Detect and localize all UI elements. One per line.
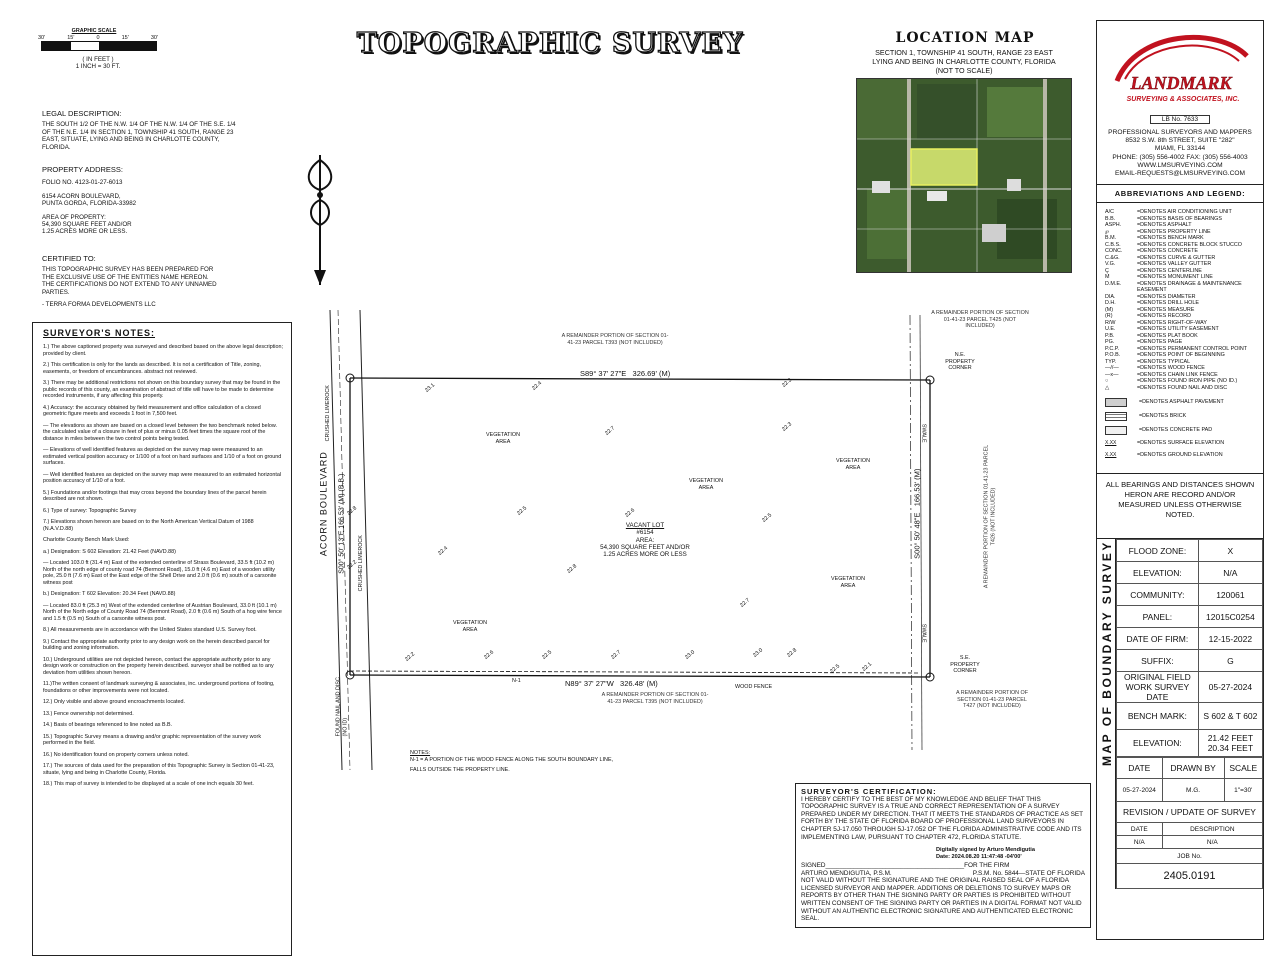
certification-heading: SURVEYOR'S CERTIFICATION: (801, 787, 937, 796)
info-value: S 602 & T 602 (1198, 703, 1262, 730)
company-line: PROFESSIONAL SURVEYORS AND MAPPERS (1108, 129, 1252, 136)
vegetation-area: VEGETATION AREA (831, 576, 865, 589)
legend-swatch-row (1105, 440, 1257, 447)
legend-abbr: △ (1105, 384, 1110, 391)
company-line: MIAMI, FL 33144 (1154, 145, 1206, 153)
legend-swatch (1105, 412, 1127, 421)
legend-abbr: PG. (1105, 339, 1115, 346)
legend-abbr: V.G. (1105, 261, 1116, 268)
legend-desc: =DENOTES MEASURE (1137, 306, 1195, 313)
note-item: — Well identified features as depicted on the survey map were measured to an estimated horizontal position accuracy of 1/10 of a foot. (43, 471, 282, 484)
note-item: 16.) No identification found on property corners unless noted. (43, 751, 189, 758)
legend-desc: =DENOTES PERMANENT CONTROL POINT (1137, 345, 1248, 352)
scale-tick: 15' (121, 34, 129, 41)
legend-abbr: D.H. (1105, 300, 1116, 307)
info-value: 21.42 FEET 20.34 FEET (1198, 730, 1262, 757)
legend-desc: =DENOTES CENTERLINE (1137, 267, 1202, 274)
vegetation-area: VEGETATION AREA (453, 620, 487, 633)
vertical-title-text: MAP OF BOUNDARY SURVEY (1100, 540, 1114, 767)
legend-desc: =DENOTES ASPHALT (1137, 222, 1192, 229)
legend-swatch-desc: =DENOTES SURFACE ELEVATION (1137, 440, 1225, 447)
graphic-scale (38, 28, 158, 70)
note-item: 1.) The above captioned property was surveyed and described based on the above legal description; provided by client. (43, 344, 283, 357)
company-line: EMAIL-REQUESTS@LMSURVEYING.COM (1114, 170, 1246, 178)
lot-area-label: AREA: (635, 536, 655, 544)
drawn-by-value: M.G. (1162, 779, 1224, 802)
surveyors-certification (795, 783, 1091, 928)
signer-row (801, 870, 1085, 878)
legend-desc: =DENOTES RECORD (1137, 313, 1192, 320)
address-line-1: 6154 ACORN BOULEVARD, (42, 192, 121, 200)
info-row (1117, 672, 1263, 703)
legend-swatch-desc: =DENOTES GROUND ELEVATION (1137, 452, 1223, 459)
legend-swatch (1105, 398, 1127, 407)
certified-to (42, 255, 222, 308)
spot-elevation: 23.0 (684, 649, 697, 661)
notes-heading: SURVEYOR'S NOTES: (43, 328, 155, 338)
logo-sub: SURVEYING & ASSOCIATES, INC. (1126, 96, 1240, 103)
legend-abbr: ASPH. (1105, 222, 1122, 229)
spot-elevation: 22.5 (761, 512, 774, 524)
note-item: — The elevations as shown are based on a closed level between the two benchmark noted below. the calculated value of a closure in feet of plus or minus 0.05 feet times the square root of the distance in miles between the two control points being tested. (43, 422, 277, 442)
signer-license: P.S.M. No. 5844—STATE OF FLORIDA (972, 869, 1085, 877)
plat-notes-text: N-1 = A PORTION OF THE WOOD FENCE ALONG THE SOUTH BOUNDARY LINE, (410, 756, 614, 763)
se-parcel-label: A REMAINDER PORTION OF SECTION 01-41-23 PARCEL T427 (NOT INCLUDED) (955, 690, 1029, 709)
certification-text: I HEREBY CERTIFY TO THE BEST OF MY KNOWLEDGE AND BELIEF THAT THIS TOPOGRAPHIC SURVEY IS A TRUE AND CORRECT REPRESENTATION OF A SURVEY PREPARED UNDER MY DIRECTION. THAT IT MEETS THE STANDARDS OF PRACTICE AS SET FORTH BY THE STATE OF FLORIDA BOARD OF PROFESSIONAL LAND SURVEYORS IN CHAPTER 5J-17.050 THROUGH 5J-17.052 OF THE FLORIDA ADMINISTRATIVE CODE AND ITS IMPLEMENTING LAW, PURSUANT TO CHAPTER 472, FLORIDA STATUTE. (801, 795, 1083, 841)
digital-signature (936, 847, 1085, 860)
info-row (1117, 540, 1263, 562)
info-value: X (1198, 540, 1262, 562)
north-parcel-label: A REMAINDER PORTION OF SECTION 01-41-23 PARCEL T393 (NOT INCLUDED) (561, 333, 669, 346)
folio: FOLIO NO. 4123-01-27-6013 (42, 179, 123, 187)
legend-heading: ABBREVIATIONS AND LEGEND: (1114, 189, 1246, 199)
location-caption-line: (NOT TO SCALE) (935, 66, 993, 75)
digital-signature-line: Digitally signed by Arturo Mendigutia (936, 847, 1035, 854)
legend-desc: =DENOTES BASIS OF BEARINGS (1137, 215, 1222, 222)
rev-date-value: N/A (1117, 836, 1163, 849)
legend-swatch-row (1105, 398, 1257, 407)
ne-parcel-label: A REMAINDER PORTION OF SECTION 01-41-23 PARCEL T425 (NOT INCLUDED) (931, 310, 1029, 329)
scale-tick: 30' (38, 34, 46, 41)
legend-swatch-desc: =DENOTES ASPHALT PAVEMENT (1139, 399, 1224, 406)
info-row (1117, 703, 1263, 730)
revision-header: REVISION / UPDATE OF SURVEY (1117, 802, 1263, 823)
spot-elevation: 22.2 (404, 651, 417, 663)
lot-area-value (585, 544, 705, 559)
notes-list (33, 344, 291, 788)
road-label: ACORN BOULEVARD (318, 451, 329, 557)
lot-number: #6154 (636, 529, 654, 537)
note-item: — Located 83.0 ft (25.3 m) West of the extended centerline of Austrian Boulevard, 33.0 ft (10.1 m) North of the North edge of County Road 74 (Bermont Road), 2.0 ft (0.6 m) South of a hog wire fence and 1.5 ft (0.5 m) South of a carsonite witness post. (43, 602, 282, 622)
vegetation-area: VEGETATION AREA (486, 432, 520, 445)
info-value: 12-15-2022 (1198, 628, 1262, 650)
note-item: — Located 103.0 ft (31.4 m) East of the extended centerline of Strass Boulevard, 33.5 ft (10.2 m) North of the north edge of county road 74 (Bermont Road), 15.0 ft (4.6 m) East of a wooden utility pole, 25.0 ft (7.6 m) East of the East edge of the Shell Drive and 2.0 ft (0.6 m) south of a carsonite witness post (43, 560, 277, 586)
spot-elevation: 22.6 (624, 507, 637, 519)
spot-elevation: 22.7 (739, 597, 752, 609)
south-bearing: N89° 37' 27"W 326.48' (M) (565, 679, 658, 688)
se-corner-label: S.E. PROPERTY CORNER (950, 655, 980, 674)
area-label: AREA OF PROPERTY: (42, 213, 106, 221)
note-item: 3.) There may be additional restrictions not shown on this boundary survey that may be found in the public records of this county, an examination of abstract of title will have to be made to determine recorded instruments, if any affecting this property. (43, 380, 281, 399)
drawn-by-header: DRAWN BY (1162, 758, 1224, 779)
license-badge: LB No. 7633 (1150, 115, 1210, 124)
note-item: a.) Designation: S 602 Elevation: 21.42 Feet (NAVD.88) (43, 548, 176, 555)
digital-signature-line: Date: 2024.08.20 11:47:48 -04'00' (936, 853, 1022, 860)
legend-desc: =DENOTES RIGHT-OF-WAY (1137, 319, 1207, 326)
bearing-note: ALL BEARINGS AND DISTANCES SHOWN HERON ARE RECORD AND/OR MEASURED UNLESS OTHERWISE NOTED. (1105, 480, 1255, 520)
location-caption-line: SECTION 1, TOWNSHIP 41 SOUTH, RANGE 23 EAST (875, 48, 1053, 57)
legend-swatch-row (1105, 452, 1257, 459)
location-map-caption (846, 48, 1082, 75)
info-value: 12015C0254 (1198, 606, 1262, 628)
info-section (1097, 539, 1263, 889)
legend-abbr: P.O.B. (1105, 352, 1121, 359)
legend-abbr: C.&G. (1105, 254, 1120, 261)
legend-desc: =DENOTES TYPICAL (1137, 358, 1191, 365)
note-item: 4.) Accuracy: the accuracy obtained by field measurement and office calculation of a closed geometric figure meets and exceeds 1 foot in 7,500 feet. (43, 404, 261, 417)
west-bearing: S00° 50' 13"E 166.53' (M) (B.B.) (338, 473, 346, 574)
spot-elevation: 22.4 (437, 545, 450, 557)
legend-abbr: P.C.P. (1105, 345, 1120, 352)
legend-swatch-row (1105, 426, 1257, 435)
legal-text: THE SOUTH 1/2 OF THE N.W. 1/4 OF THE N.W. 1/4 OF THE S.E. 1/4 OF THE N.E. 1/4 IN SECTION 1, TOWNSHIP 41 SOUTH, RANGE 23 EAST, SITUATE, LYING AND BEING IN CHARLOTTE COUNTY, FLORIDA. (42, 121, 236, 151)
aerial-location-image (856, 78, 1072, 273)
scale-tick: 15' (67, 34, 75, 41)
signed-line: SIGNED_______________________________________FOR THE FIRM (801, 861, 1010, 869)
spot-elevation: 22.8 (566, 563, 579, 575)
rev-desc-value: N/A (1162, 836, 1262, 849)
legend-abbr: (M) (1105, 306, 1114, 313)
spot-elevation: 22.5 (516, 505, 529, 517)
legend-swatch (1105, 426, 1127, 435)
info-label: SUFFIX: (1117, 650, 1199, 672)
legend-abbr: D.M.E. (1105, 280, 1122, 287)
signer-name: ARTURO MENDIGUTIA, P.S.M. (801, 869, 892, 877)
spot-elevation: 22.7 (604, 425, 617, 437)
note-item: 8.) All measurements are in accordance with the United States standard U.S. Survey foot. (43, 627, 257, 633)
page-title: TOPOGRAPHIC SURVEY (356, 28, 744, 59)
legend-abbr: Ç (1105, 267, 1109, 274)
note-item: 13.) Fence ownership not determined. (43, 710, 134, 717)
certified-heading: CERTIFIED TO: (42, 254, 96, 263)
spot-elevation: 22.8 (786, 647, 799, 659)
title-block (1096, 20, 1264, 940)
spot-elevation: 23.1 (424, 382, 437, 394)
address-line-2: PUNTA GORDA, FLORIDA-33982 (42, 200, 137, 208)
graphic-scale-bar (41, 41, 157, 51)
spot-elevation: 22.3 (781, 421, 794, 433)
legend-abbr: —//— (1105, 365, 1119, 372)
note-item: 6.) Type of survey: Topographic Survey (43, 507, 137, 514)
legend-abbr: DIA. (1105, 293, 1116, 300)
legend-abbr: C.B.S. (1105, 241, 1121, 248)
legend-desc: =DENOTES CHAIN LINK FENCE (1137, 371, 1218, 378)
job-number: 2405.0191 (1117, 864, 1263, 889)
spot-elevation: 22.5 (829, 663, 842, 675)
spot-elevation: 22.3 (781, 377, 794, 389)
spot-elevation: 22.1 (861, 661, 874, 673)
legend-abbr: B.B. (1105, 215, 1116, 222)
legend-swatch-desc: =DENOTES BRICK (1139, 413, 1187, 420)
vegetation-area: VEGETATION AREA (836, 458, 870, 471)
location-caption-line: LYING AND BEING IN CHARLOTTE COUNTY, FLORIDA (872, 57, 1056, 66)
legend-desc: =DENOTES CONCRETE BLOCK STUCCO (1137, 241, 1242, 248)
date-table (1116, 757, 1263, 889)
company-line: 8532 S.W. 8th STREET, SUITE "282" (1125, 137, 1235, 145)
legend-desc: =DENOTES BENCH MARK (1137, 235, 1204, 242)
east-bearing: S00° 50' 48"E 166.53' (M) (912, 468, 922, 559)
info-row (1117, 606, 1263, 628)
info-label: BENCH MARK: (1117, 703, 1199, 730)
found-nail-label: FOUND NAIL AND DISC (NO ID) (335, 677, 348, 737)
legend-abbr: ○ (1105, 378, 1109, 385)
legend-list (1097, 203, 1263, 391)
legend-desc: =DENOTES DRAINAGE & MAINTENANCE EASEMENT (1137, 280, 1242, 294)
south-parcel-label: A REMAINDER PORTION OF SECTION 01-41-23 PARCEL T395 (NOT INCLUDED) (601, 692, 709, 705)
company-line: PHONE: (305) 556-4002 FAX: (305) 556-4003 (1112, 153, 1248, 161)
legal-description (42, 110, 242, 151)
info-row (1117, 584, 1263, 606)
north-bearing: S89° 37' 27"E 326.69' (M) (580, 369, 671, 378)
spot-elevation: 23.0 (752, 647, 765, 659)
legend-desc: =DENOTES CURVE & GUTTER (1137, 254, 1216, 261)
swale-label: SWALE (920, 623, 927, 643)
spot-elevation: 22.2 (346, 559, 359, 571)
note-item: 12.) Only visible and above ground encroachments located. (43, 699, 186, 705)
area-line-2: 1.25 ACRES MORE OR LESS. (42, 228, 128, 236)
graphic-scale-title: GRAPHIC SCALE (71, 28, 117, 34)
note-item: — Elevations of well identified features as depicted on the survey map were measured to an estimated vertical position accuracy or 1/100 of a foot on hard surfaces and 1/10 of a foot on ground surfaces. (43, 447, 282, 466)
legend-swatches (1097, 391, 1263, 459)
crushed-limerock-label: CRUSHED LIMEROCK (324, 385, 331, 442)
legal-heading: LEGAL DESCRIPTION: (42, 109, 122, 118)
north-arrow-icon (300, 150, 340, 290)
plat-notes (410, 750, 630, 774)
vacant-lot-label (600, 522, 690, 544)
plat-notes-label: NOTES: (410, 750, 431, 756)
date-header: DATE (1117, 758, 1163, 779)
area-line-1: 54,390 SQUARE FEET AND/OR (42, 221, 132, 229)
legend-abbr: P.B. (1105, 332, 1115, 339)
note-item: Charlotte County Bench Mark Used: (43, 537, 130, 543)
legend-abbr: U.E. (1105, 326, 1116, 333)
info-value: 120061 (1198, 584, 1262, 606)
info-value: N/A (1198, 562, 1262, 584)
info-value: G (1198, 650, 1262, 672)
note-item: 9.) Contact the appropriate authority prior to any design work on the herein described parcel for building and zoning information. (43, 638, 270, 651)
legend-desc: =DENOTES FOUND IRON PIPE (NO ID.) (1137, 378, 1238, 385)
legend-desc: =DENOTES AIR CONDITIONING UNIT (1137, 209, 1232, 216)
legend-abbr: TYP. (1105, 358, 1117, 365)
east-parcel-label: A REMAINDER PORTION OF SECTION 01-41-23 PARCEL T426 (NOT INCLUDED) (983, 444, 996, 589)
legend-swatch-row (1105, 412, 1257, 421)
info-label: ORIGINAL FIELD WORK SURVEY DATE (1117, 672, 1199, 703)
swale-label: SWALE (920, 423, 927, 443)
company-line: WWW.LMSURVEYING.COM (1137, 161, 1223, 169)
graphic-scale-ratio: 1 INCH = 30 FT. (75, 62, 121, 70)
info-row (1117, 628, 1263, 650)
vegetation-area: VEGETATION AREA (689, 478, 723, 491)
note-item: b.) Designation: T 602 Elevation: 20.34 Feet (NAVD.88) (43, 591, 176, 597)
note-item: 7.) Elevations shown hereon are based on to the North American Vertical Datum of 1988 (N.A.V.D.88) (43, 519, 254, 532)
legend-swatch: X.XX (1105, 440, 1117, 447)
scale-header: SCALE (1224, 758, 1262, 779)
plat-notes-text: FALLS OUTSIDE THE PROPERTY LINE. (410, 767, 510, 773)
legend-desc: =DENOTES UTILITY EASEMENT (1137, 326, 1219, 333)
legend-abbr: B.M. (1105, 235, 1117, 242)
logo-name: LANDMARK (1130, 73, 1232, 93)
note-item: 14.) Basis of bearings referenced to line noted as B.B. (43, 722, 173, 728)
vacant-lot-title: VACANT LOT (625, 522, 665, 529)
info-row (1117, 562, 1263, 584)
spot-elevation: 22.5 (541, 649, 554, 661)
scale-tick: 0 (96, 34, 100, 41)
property-heading: PROPERTY ADDRESS: (42, 165, 123, 174)
legend-desc: =DENOTES FOUND NAIL AND DISC (1137, 384, 1228, 391)
legend-abbr: A/C (1105, 209, 1114, 216)
info-label: PANEL: (1117, 606, 1199, 628)
info-row (1117, 730, 1263, 757)
rev-desc-header: DESCRIPTION (1162, 823, 1262, 836)
legend-desc: =DENOTES PLAT BOOK (1137, 332, 1198, 339)
legend-abbr: CONC. (1105, 248, 1123, 255)
legend-desc: =DENOTES VALLEY GUTTER (1137, 261, 1212, 268)
legend-abbr: R/W (1105, 319, 1116, 326)
info-value: 05-27-2024 (1198, 672, 1262, 703)
rev-date-header: DATE (1117, 823, 1163, 836)
legend-abbr: —x— (1105, 371, 1119, 378)
certified-text: THIS TOPOGRAPHIC SURVEY HAS BEEN PREPARED FOR THE EXCLUSIVE USE OF THE ENTITIES NAME HEREON. THE CERTIFICATIONS DO NOT EXTEND TO ANY UNNAMED PARTIES. (42, 266, 217, 296)
job-header: JOB No. (1117, 849, 1263, 864)
lot-area-line: 54,390 SQUARE FEET AND/OR (600, 544, 690, 551)
wood-fence-label: WOOD FENCE (735, 684, 773, 690)
scale-tick: 30' (150, 34, 158, 41)
lot-area-line: 1.25 ACRES MORE OR LESS (603, 551, 687, 559)
legend-row (1105, 281, 1257, 294)
spot-elevation: 22.4 (531, 380, 544, 392)
legend-desc: =DENOTES MONUMENT LINE (1137, 274, 1213, 281)
note-item: 2.) This certification is only for the lands as described. It is not a certification of Title, zoning, easements, or freedom of encumbrances. abstract not reviewed. (43, 362, 262, 375)
note-item: 17.) The sources of data used for the preparation of this Topographic Survey is Section 01-41-23, situate, lying and being in Charlotte County, Florida. (43, 763, 275, 776)
company-info (1097, 129, 1263, 178)
certified-party: - TERRA FORMA DEVELOPMENTS LLC (42, 301, 156, 309)
legend-swatch: X.XX (1105, 452, 1117, 459)
info-table (1116, 539, 1263, 757)
legend-desc: =DENOTES PROPERTY LINE (1137, 228, 1211, 235)
ne-corner-label: N.E. PROPERTY CORNER (945, 352, 975, 371)
graphic-scale-unit: ( IN FEET ) (82, 55, 114, 63)
info-label: FLOOD ZONE: (1117, 540, 1199, 562)
info-label: ELEVATION: (1117, 730, 1199, 757)
note-item: 11.)The written consent of landmark surveying & associates, inc. underground portions of footing, foundations or other improvements were not located. (43, 681, 275, 694)
location-map-title: LOCATION MAP (895, 30, 1035, 46)
legend-abbr: ℘ (1105, 228, 1109, 235)
n1-label: N-1 (512, 678, 521, 684)
legend-desc: =DENOTES POINT OF BEGINNING (1137, 352, 1225, 359)
note-item: 5.) Foundations and/or footings that may cross beyond the boundary lines of the parcel herein described are not shown. (43, 489, 267, 502)
legend-desc: =DENOTES DIAMETER (1137, 293, 1196, 300)
note-item: 10.) Underground utilities are not depicted hereon, contact the appropriate authority prior to any design work or construction on the property herein described. surveyor shall be notified as to any deviation from utilities shown hereon. (43, 656, 274, 676)
note-item: 18.) This map of survey is intended to be displayed at a scale of one inch equals 30 feet. (43, 781, 254, 787)
spot-elevation: 22.8 (346, 505, 359, 517)
info-label: COMMUNITY: (1117, 584, 1199, 606)
info-row (1117, 650, 1263, 672)
date-value: 05-27-2024 (1117, 779, 1163, 802)
map-title-vertical (1097, 539, 1116, 889)
note-item: 15.) Topographic Survey means a drawing and/or graphic representation of the survey work performed in the field. (43, 733, 262, 746)
info-label: ELEVATION: (1117, 562, 1199, 584)
info-label: DATE OF FIRM: (1117, 628, 1199, 650)
legend-abbr: Ṁ (1105, 274, 1110, 281)
scale-value: 1"=30' (1224, 779, 1262, 802)
legend-desc: =DENOTES DRILL HOLE (1137, 300, 1199, 307)
legend-desc: =DENOTES PAGE (1137, 339, 1183, 346)
property-address (42, 166, 242, 236)
crushed-limerock-label: CRUSHED LIMEROCK (357, 535, 364, 592)
spot-elevation: 22.6 (483, 649, 496, 661)
spot-elevation: 22.7 (610, 649, 623, 661)
legend-swatch-desc: =DENOTES CONCRETE PAD (1139, 427, 1213, 434)
surveyors-notes (32, 322, 292, 956)
legend-desc: =DENOTES CONCRETE (1137, 248, 1198, 255)
landmark-logo-icon (1097, 21, 1263, 111)
legend-abbr: (R) (1105, 313, 1113, 320)
certification-footer: NOT VALID WITHOUT THE SIGNATURE AND THE ORIGINAL RAISED SEAL OF A FLORIDA LICENSED SURVEYOR AND MAPPER. ADDITIONS OR DELETIONS TO SURVEY MAPS OR REPORTS BY OTHER THAN THE SIGNING PARTY OR PARTIES IS PROHIBITED WITHOUT WRITTEN CONSENT OF THE SIGNING PARTY OR PARTIES IN A DIGITAL FORMAT NOT VALID WITHOUT AN AUTHENTIC ELECTRONIC SIGNATURE AND AUTHENTICATED ELECTRONIC SEAL. (801, 877, 1082, 923)
legend-desc: =DENOTES WOOD FENCE (1137, 365, 1205, 372)
